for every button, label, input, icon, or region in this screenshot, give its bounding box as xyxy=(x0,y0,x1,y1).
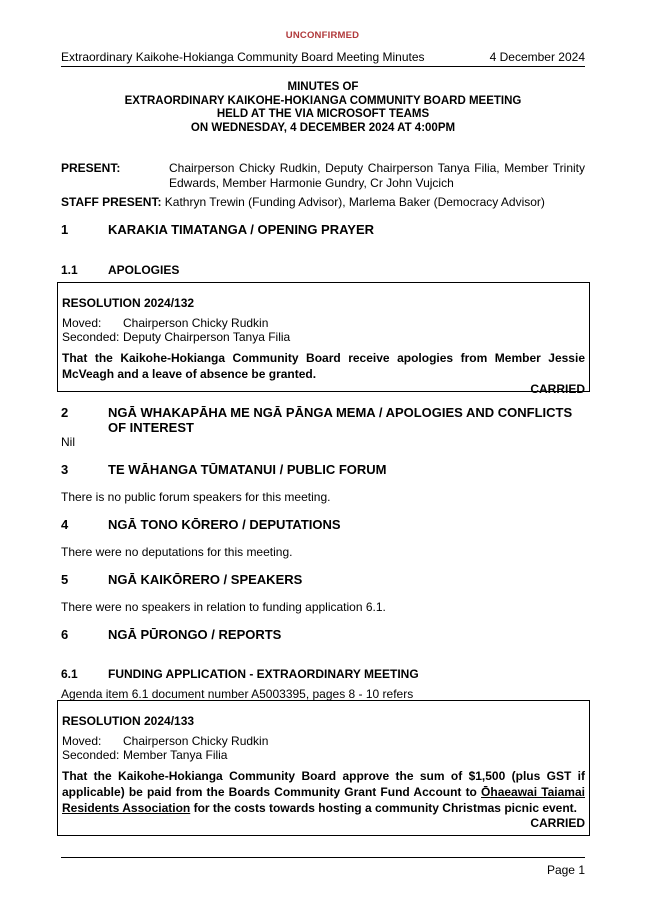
section-3-body: There is no public forum speakers for this meeting. xyxy=(61,490,331,504)
seconded-by: Member Tanya Filia xyxy=(123,748,228,762)
section-title: NGĀ KAIKŌRERO / SPEAKERS xyxy=(108,572,303,587)
title-line-4: ON WEDNESDAY, 4 DECEMBER 2024 AT 4:00PM xyxy=(190,121,456,134)
unconfirmed-label: UNCONFIRMED xyxy=(285,30,360,41)
seconded-label: Seconded: xyxy=(62,330,120,344)
present-label: PRESENT: xyxy=(61,161,121,175)
title-line-3: HELD AT THE VIA MICROSOFT TEAMS xyxy=(216,108,430,120)
section-number: 4 xyxy=(61,517,69,532)
section-title: FUNDING APPLICATION - EXTRAORDINARY MEETING xyxy=(108,667,419,681)
title-line-1: MINUTES OF xyxy=(287,81,359,93)
section-title: APOLOGIES xyxy=(108,263,180,277)
association-name: Ōhaeawai Taiamai Residents Association xyxy=(62,785,585,815)
seconded-label: Seconded: xyxy=(62,748,120,762)
section-4-heading xyxy=(61,517,585,532)
seconded-line xyxy=(62,330,585,344)
section-3-heading xyxy=(61,462,585,477)
resolution-title: RESOLUTION 2024/132 xyxy=(62,296,195,310)
title-line-2: EXTRAORDINARY KAIKOHE-HOKIANGA COMMUNITY BOARD MEETING xyxy=(124,94,522,107)
resolution-text-end: for the costs towards hosting a community Christmas picnic event. xyxy=(190,801,578,815)
moved-by: Chairperson Chicky Rudkin xyxy=(123,316,269,330)
staff-present xyxy=(61,195,585,209)
present-members: Chairperson Chicky Rudkin, Deputy Chairperson Tanya Filia, Member Trinity Edwards, Member Harmonie Gundry, Cr John Vujcich xyxy=(169,161,585,190)
resolution-text-start: That the Kaikohe-Hokianga Community Board approve the sum of $1,500 (plus GST if applicable) be paid from the Boards Community Grant Fund Account to xyxy=(62,769,585,799)
section-number: 6 xyxy=(61,627,69,642)
present-section xyxy=(61,161,585,190)
staff-members: Kathryn Trewin (Funding Advisor), Marlema Baker (Democracy Advisor) xyxy=(164,195,545,209)
header-title: Extraordinary Kaikohe-Hokianga Community Board Meeting Minutes xyxy=(61,50,425,64)
seconded-line xyxy=(62,748,585,762)
seconded-by: Deputy Chairperson Tanya Filia xyxy=(123,330,291,344)
header-date: 4 December 2024 xyxy=(489,50,585,64)
section-2-body: Nil xyxy=(61,435,75,449)
section-number: 1 xyxy=(61,222,69,237)
section-number: 5 xyxy=(61,572,69,587)
moved-label: Moved: xyxy=(62,734,102,748)
section-5-body: There were no speakers in relation to funding application 6.1. xyxy=(61,600,386,614)
section-title: NGĀ PŪRONGO / REPORTS xyxy=(108,627,282,642)
section-1-heading xyxy=(61,222,585,237)
resolution-text xyxy=(62,768,585,816)
resolution-text: That the Kaikohe-Hokianga Community Board receive apologies from Member Jessie McVeagh and a leave of absence be granted. xyxy=(62,351,585,381)
section-title: KARAKIA TIMATANGA / OPENING PRAYER xyxy=(108,222,375,237)
section-5-heading xyxy=(61,572,585,587)
moved-line xyxy=(62,734,585,748)
section-6-1-body: Agenda item 6.1 document number A5003395, pages 8 - 10 refers xyxy=(61,687,414,701)
section-4-body: There were no deputations for this meeting. xyxy=(61,545,293,559)
staff-label: STAFF PRESENT: xyxy=(61,195,162,209)
carried-label: CARRIED xyxy=(530,816,585,830)
section-6-heading xyxy=(61,627,585,642)
section-number: 3 xyxy=(61,462,69,477)
resolution-title: RESOLUTION 2024/133 xyxy=(62,714,195,728)
section-number: 1.1 xyxy=(61,263,78,277)
section-title: TE WĀHANGA TŪMATANUI / PUBLIC FORUM xyxy=(108,462,387,477)
page-number: Page 1 xyxy=(546,863,585,877)
section-number: 6.1 xyxy=(61,667,78,681)
moved-by: Chairperson Chicky Rudkin xyxy=(123,734,269,748)
section-title: NGĀ TONO KŌRERO / DEPUTATIONS xyxy=(108,517,341,532)
moved-line xyxy=(62,316,585,330)
minutes-title xyxy=(61,81,585,135)
page-footer xyxy=(61,857,585,877)
resolution-2024-133 xyxy=(57,700,590,836)
section-title: NGĀ WHAKAPĀHA ME NGĀ PĀNGA MEMA / APOLOGIES AND CONFLICTS OF INTEREST xyxy=(108,405,573,435)
section-number: 2 xyxy=(61,405,69,420)
section-1-1-heading xyxy=(61,263,585,277)
resolution-2024-132 xyxy=(57,282,590,396)
moved-label: Moved: xyxy=(62,316,102,330)
section-6-1-heading xyxy=(61,667,585,681)
section-2-heading xyxy=(61,405,585,435)
carried-label: CARRIED xyxy=(530,382,585,396)
page-header xyxy=(61,50,585,67)
